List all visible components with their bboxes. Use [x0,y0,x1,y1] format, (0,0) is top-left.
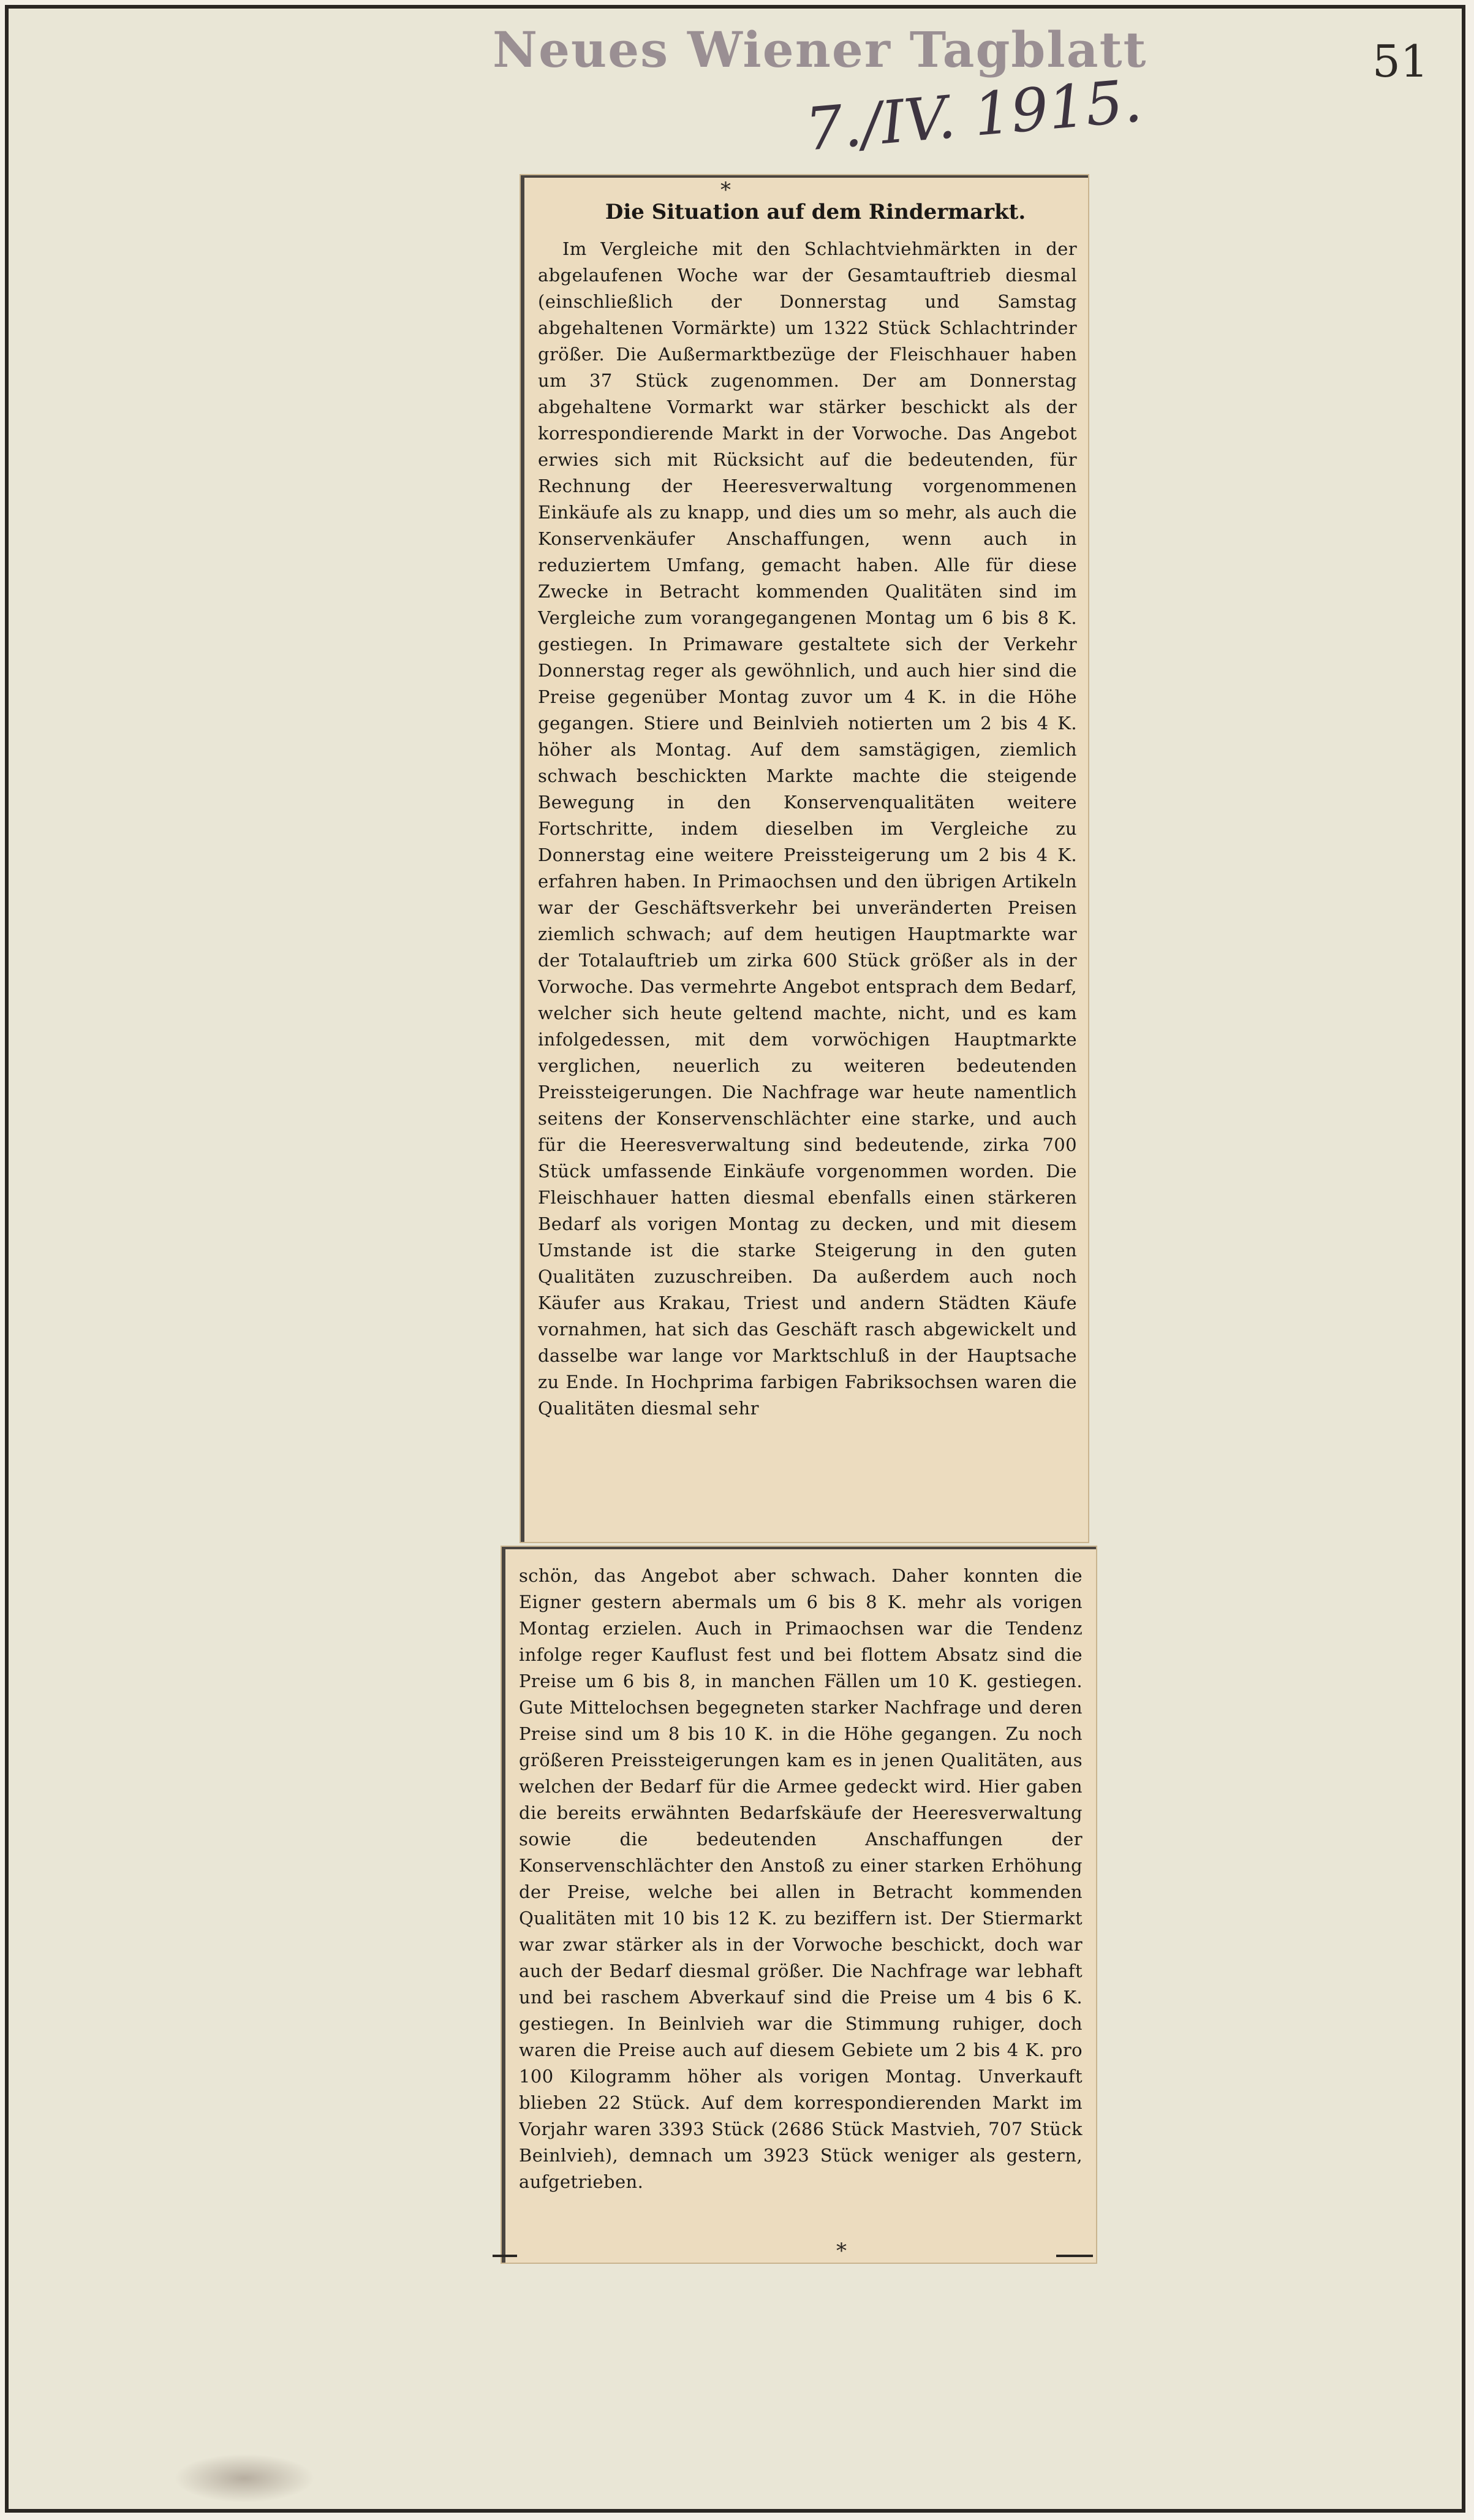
article-column-1: Im Vergleiche mit den Schlachtviehmärkten in der abgelaufenen Woche war der Gesamtauftrieb diesmal (einschließlich der Donnerstag und Samstag abgehaltenen Vormärkte) um 1322 Stück Schlachtrinder größer. Die Außermarktbezüge der Fleischhauer haben um 37 Stück zugenommen. Der am Donnerstag abgehaltene Vormarkt war stärker beschickt als der korrespondierende Markt in der Vorwoche. Das Angebot erwies sich mit Rücksicht auf die bedeutenden, für Rechnung der Heeresverwaltung vorgenommenen Einkäufe als zu knapp, und dies um so mehr, als auch die Konservenkäufer Anschaffungen, wenn auch in reduziertem Umfang, gemacht haben. Alle für diese Zwecke in Betracht kommenden Qualitäten sind im Vergleiche zum vorangegangenen Montag um 6 bis 8 K. gestiegen. In Primaware gestaltete sich der Verkehr Donnerstag reger als gewöhnlich, und auch hier sind die Preise gegenüber Montag zuvor um 4 K. in die Höhe gegangen. Stiere und Beinlvieh notierten um 2 bis 4 K. höher als Montag. Auf dem samstägigen, ziemlich schwach beschickten Markte machte die steigende Bewegung in den Konservenqualitäten weitere Fortschritte, indem dieselben im Vergleiche zu Donnerstag eine weitere Preissteigerung um 2 bis 4 K. erfahren haben. In Primaochsen und den übrigen Artikeln war der Geschäftsverkehr bei unveränderten Preisen ziemlich schwach; auf dem heutigen Hauptmarkte war der Totalauftrieb um zirka 600 Stück größer als in der Vorwoche. Das vermehrte Angebot entsprach dem Bedarf, welcher sich heute geltend machte, nicht, und es kam infolgedessen, mit dem vorwöchigen Hauptmarkte verglichen, neuerlich zu weiteren bedeutenden Preissteigerungen. Die Nachfrage war heute namentlich seitens der Konservenschlächter eine starke, und auch für die Heeresverwaltung sind bedeutende, zirka 700 Stück umfassende Einkäufe vorgenommen worden. Die Fleischhauer hatten diesmal ebenfalls einen stärkeren Bedarf als vorigen Montag zu decken, und mit diesem Umstande ist die starke Steigerung in den guten Qualitäten zuzuschreiben. Da außerdem auch noch Käufer aus Krakau, Triest und andern Städten Käufe vornahmen, hat sich das Geschäft rasch abgewickelt und dasselbe war lange vor Marktschluß in der Hauptsache zu Ende. In Hochprima farbigen Fabriksochsen waren die Qualitäten diesmal sehr [538,238,1077,1419]
asterisk-mark: * [836,2239,847,2263]
article-headline: Die Situation auf dem Rindermarkt. [605,200,1026,224]
asterisk-mark: * [720,178,731,202]
newspaper-stamp: Neues Wiener Tagblatt [493,21,1147,78]
handwritten-date: 7./IV. 1915. [803,66,1145,164]
archive-sheet [5,5,1465,2513]
clipping-part-2 [502,1547,1096,2263]
clipping-part-1 [521,175,1088,1542]
paper-smudge [174,2454,315,2503]
divider-rule [493,2255,517,2257]
divider-rule [1056,2255,1093,2257]
page-number: 51 [1372,36,1429,87]
article-column-2: schön, das Angebot aber schwach. Daher konnten die Eigner gestern abermals um 6 bis 8 K. mehr als vorigen Montag erzielen. Auch in Primaochsen war die Tendenz infolge reger Kauflust fest und bei flottem Absatz sind die Preise um 6 bis 8, in manchen Fällen um 10 K. gestiegen. Gute Mittelochsen begegneten starker Nachfrage und deren Preise sind um 8 bis 10 K. in die Höhe gegangen. Zu noch größeren Preissteigerungen kam es in jenen Qualitäten, aus welchen der Bedarf für die Armee gedeckt wird. Hier gaben die bereits erwähnten Bedarfskäufe der Heeresverwaltung sowie die bedeutenden Anschaffungen der Konservenschlächter den Anstoß zu einer starken Erhöhung der Preise, welche bei allen in Betracht kommenden Qualitäten mit 10 bis 12 K. zu beziffern ist. Der Stiermarkt war zwar stärker als in der Vorwoche beschickt, doch war auch der Bedarf diesmal größer. Die Nachfrage war lebhaft und bei raschem Abverkauf sind die Preise um 4 bis 6 K. gestiegen. In Beinlvieh war die Stimmung ruhiger, doch waren die Preise auch auf diesem Gebiete um 2 bis 4 K. pro 100 Kilogramm höher als vorigen Montag. Unverkauft blieben 22 Stück. Auf dem korrespondierenden Markt im Vorjahr waren 3393 Stück (2686 Stück Mastvieh, 707 Stück Beinlvieh), demnach um 3923 Stück weniger als gestern, aufgetrieben. [519,1565,1083,2192]
